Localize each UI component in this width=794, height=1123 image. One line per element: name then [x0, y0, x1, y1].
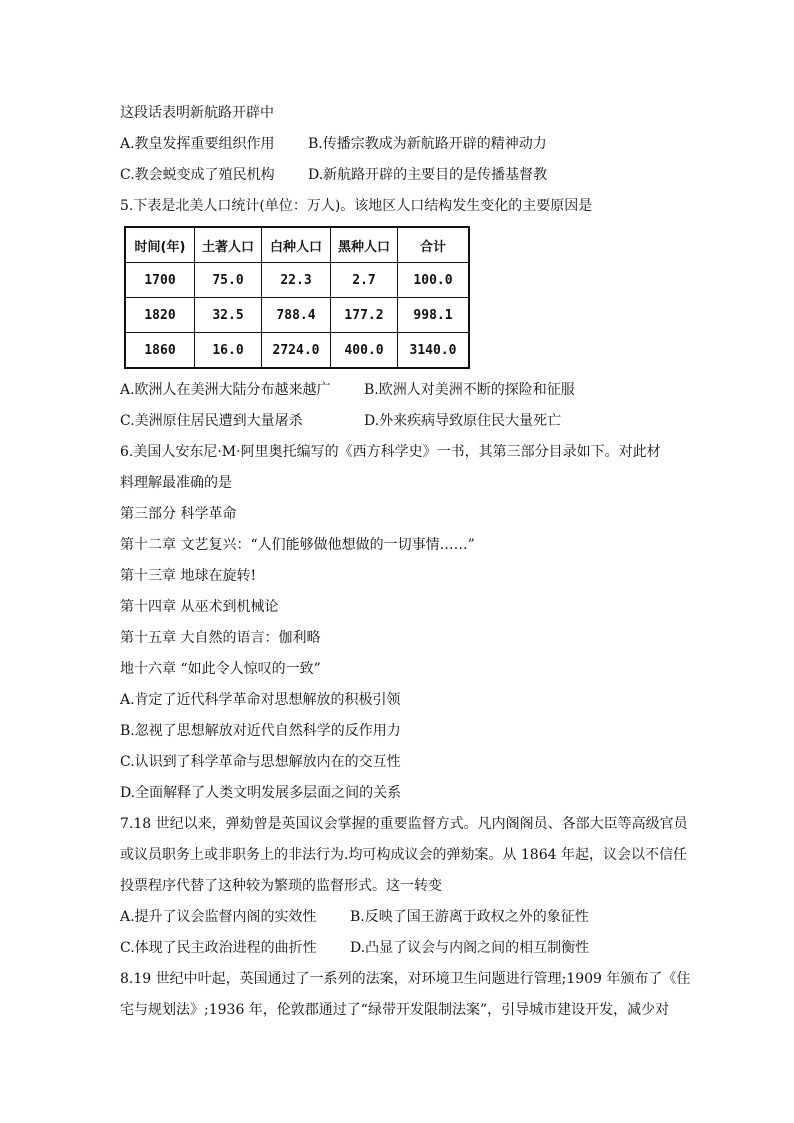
- q5-option-a[interactable]: A.欧洲人在美洲大陆分布越来越广: [120, 382, 331, 398]
- header-native: 土著人口: [195, 227, 262, 263]
- q4-options-row-1: [120, 129, 700, 160]
- q8-stem-line-2: 宅与规划法》;1936 年，伦敦郡通过了“绿带开发限制法案”，引导城市建设开发，减少对: [120, 1002, 670, 1018]
- table-cell: 1820: [125, 298, 195, 333]
- header-year: 时间(年): [125, 227, 195, 263]
- q6-toc-chapter-13: 第十三章 地球在旋转!: [120, 568, 257, 584]
- q6-toc-chapter-12: 第十二章 文艺复兴：“人们能够做他想做的一切事情……”: [120, 537, 475, 553]
- q5-options-row-2: [120, 406, 700, 437]
- q5-option-d[interactable]: D.外来疾病导致原住民大量死亡: [364, 413, 562, 429]
- header-white: 白种人口: [262, 227, 331, 263]
- q7-options-row-1: [120, 902, 700, 933]
- table-cell: 998.1: [398, 298, 470, 333]
- q7-option-c[interactable]: C.体现了民主政治进程的曲折性: [120, 940, 317, 956]
- table-cell: 2.7: [331, 263, 398, 298]
- q6-stem-line-1: 6.美国人安东尼·M·阿里奥托编写的《西方科学史》一书，其第三部分目录如下。对此材: [120, 444, 661, 460]
- q7-options-row-2: [120, 933, 700, 964]
- table-cell: 1860: [125, 333, 195, 369]
- table-header-row: [125, 227, 469, 263]
- q4-option-b[interactable]: B.传播宗教成为新航路开辟的精神动力: [308, 136, 547, 152]
- table-cell: 75.0: [195, 263, 262, 298]
- table-cell: 177.2: [331, 298, 398, 333]
- population-table: [124, 226, 470, 369]
- q7-option-b[interactable]: B.反映了国王游离于政权之外的象征性: [350, 909, 589, 925]
- table-cell: 32.5: [195, 298, 262, 333]
- q4-options-row-2: [120, 160, 700, 191]
- table-cell: 3140.0: [398, 333, 470, 369]
- table-row: [125, 263, 469, 298]
- q6-option-d[interactable]: D.全面解释了人类文明发展多层面之间的关系: [120, 785, 402, 801]
- table-row: [125, 298, 469, 333]
- q4-option-d[interactable]: D.新航路开辟的主要目的是传播基督教: [308, 167, 548, 183]
- q4-option-a[interactable]: A.教皇发挥重要组织作用: [120, 136, 275, 152]
- table-cell: 2724.0: [262, 333, 331, 369]
- table-row: [125, 333, 469, 369]
- q6-option-c[interactable]: C.认识到了科学革命与思想解放内在的交互性: [120, 754, 401, 770]
- q4-option-c[interactable]: C.教会蜕变成了殖民机构: [120, 167, 275, 183]
- q5-option-c[interactable]: C.美洲原住居民遭到大量屠杀: [120, 413, 303, 429]
- table-cell: 16.0: [195, 333, 262, 369]
- q6-toc-chapter-14: 第十四章 从巫术到机械论: [120, 599, 279, 615]
- table-cell: 22.3: [262, 263, 331, 298]
- q6-option-a[interactable]: A.肯定了近代科学革命对思想解放的积极引领: [120, 692, 401, 708]
- q6-toc-chapter-15: 第十五章 大自然的语言：伽利略: [120, 630, 321, 646]
- q4-stem-end: 这段话表明新航路开辟中: [120, 105, 274, 121]
- table-cell: 400.0: [331, 333, 398, 369]
- table-cell: 788.4: [262, 298, 331, 333]
- header-total: 合计: [398, 227, 470, 263]
- table-cell: 100.0: [398, 263, 470, 298]
- table-cell: 1700: [125, 263, 195, 298]
- q5-option-b[interactable]: B.欧洲人对美洲不断的探险和征服: [364, 382, 575, 398]
- exam-page: [120, 98, 700, 1026]
- q7-option-a[interactable]: A.提升了议会监督内阁的实效性: [120, 909, 317, 925]
- q7-stem-line-3: 投票程序代替了这种较为繁琐的监督形式。这一转变: [120, 878, 442, 894]
- q5-options-row-1: [120, 375, 700, 406]
- q7-option-d[interactable]: D.凸显了议会与内阁之间的相互制衡性: [350, 940, 590, 956]
- q6-toc-part: 第三部分 科学革命: [120, 506, 237, 522]
- q5-stem: 5.下表是北美人口统计(单位：万人)。该地区人口结构发生变化的主要原因是: [120, 198, 593, 214]
- q7-stem-line-1: 7.18 世纪以来，弹劾曾是英国议会掌握的重要监督方式。凡内阁阁员、各部大臣等高级官员: [120, 816, 688, 832]
- q6-stem-line-2: 料理解最准确的是: [120, 475, 232, 491]
- header-black: 黑种人口: [331, 227, 398, 263]
- q6-option-b[interactable]: B.忽视了思想解放对近代自然科学的反作用力: [120, 723, 401, 739]
- q5-table-wrapper: [124, 226, 700, 369]
- q6-toc-chapter-16: 地十六章 “如此令人惊叹的一致”: [120, 661, 321, 677]
- q8-stem-line-1: 8.19 世纪中叶起，英国通过了一系列的法案，对环境卫生问题进行管理;1909 年颁布了《住: [120, 971, 691, 987]
- q7-stem-line-2: 或议员职务上或非职务上的非法行为.均可构成议会的弹劾案。从 1864 年起，议会以不信任: [120, 847, 687, 863]
